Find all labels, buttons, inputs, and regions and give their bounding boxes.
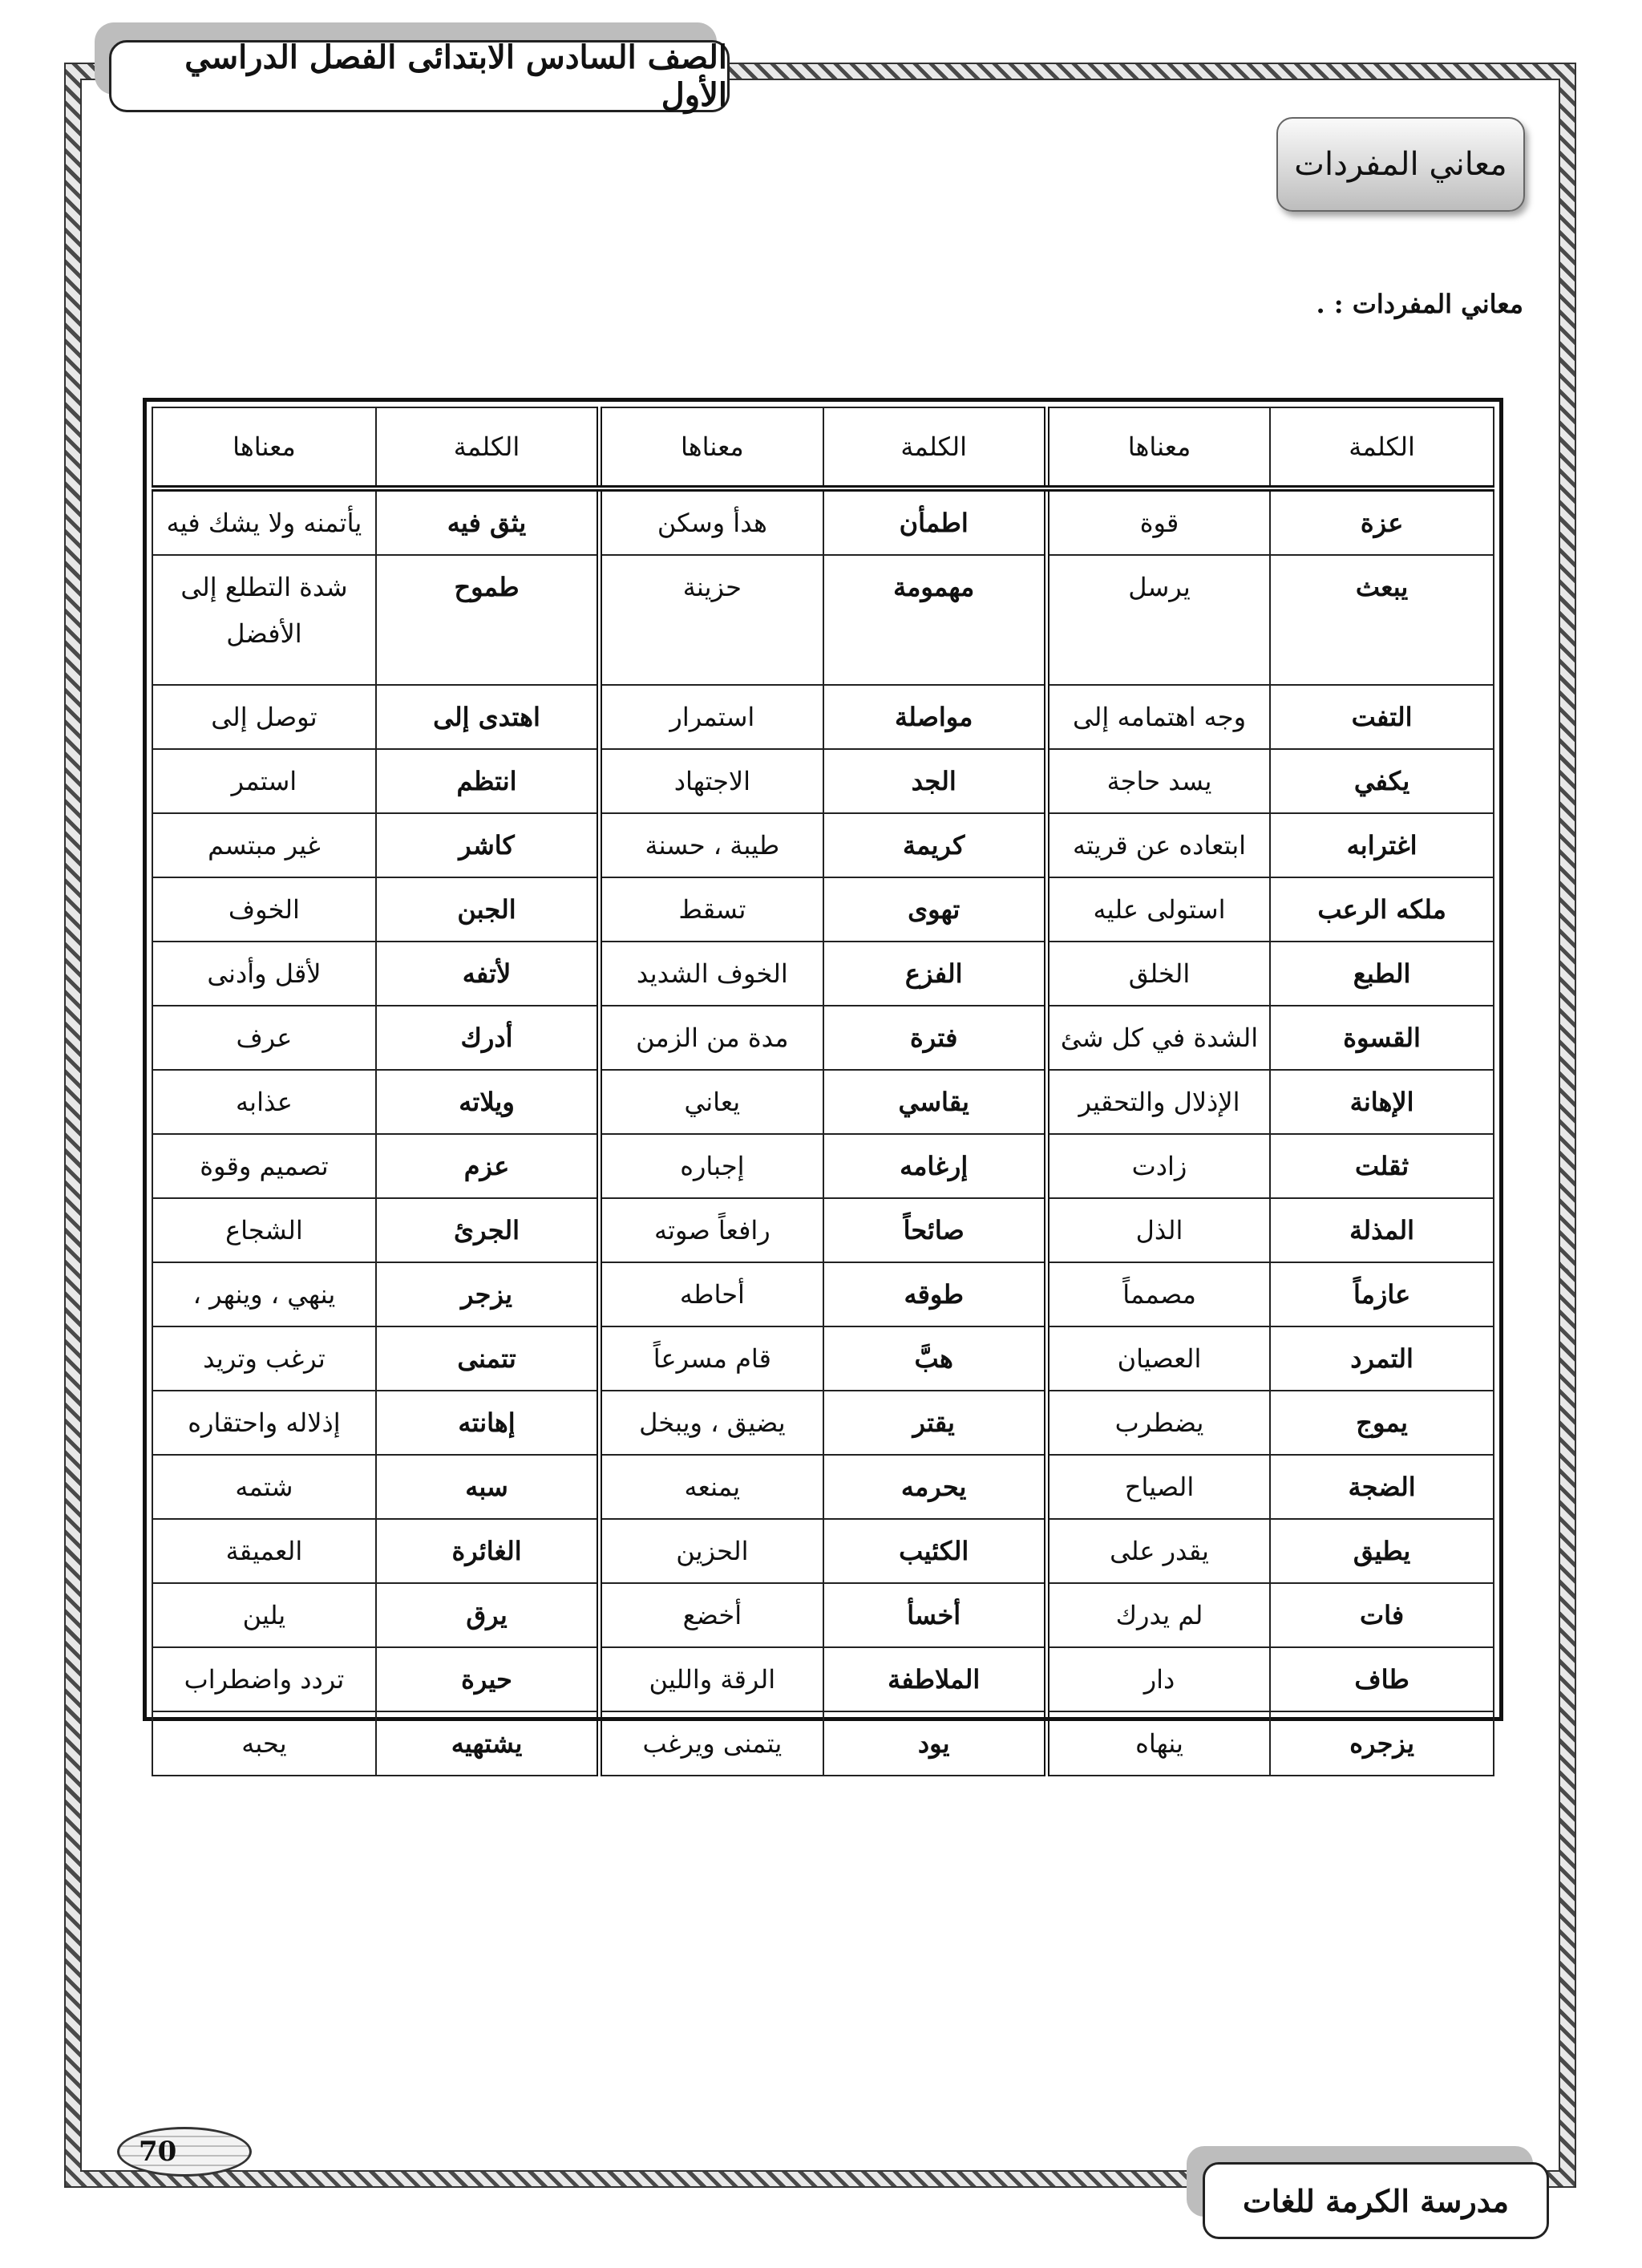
- vocab-word-cell: أخسأ: [823, 1583, 1047, 1647]
- vocab-meaning-cell: هدأ وسكن: [600, 488, 823, 555]
- table-row: [152, 1519, 1494, 1583]
- vocab-word-cell: ثقلت: [1270, 1134, 1494, 1198]
- vocab-word-cell: يقتر: [823, 1391, 1047, 1455]
- vocab-word-cell: كاشر: [376, 813, 600, 877]
- table-row: [152, 1455, 1494, 1519]
- vocab-meaning-cell: عذابه: [152, 1070, 376, 1134]
- column-header-word: الكلمة: [823, 407, 1047, 488]
- vocab-meaning-cell: ينهاه: [1046, 1711, 1270, 1776]
- vocab-meaning-cell: يعاني: [600, 1070, 823, 1134]
- vocab-word-cell: إرغامه: [823, 1134, 1047, 1198]
- vocab-meaning-cell: يضيق ، ويبخل: [600, 1391, 823, 1455]
- vocab-word-cell: أدرك: [376, 1006, 600, 1070]
- table-row: [152, 488, 1494, 555]
- vocab-word-cell: يحرمه: [823, 1455, 1047, 1519]
- page-number: 70: [117, 2127, 252, 2177]
- vocab-word-cell: اهتدى إلى: [376, 685, 600, 749]
- vocab-meaning-cell: شدة التطلع إلى الأفضل: [152, 555, 376, 685]
- vocab-word-cell: حيرة: [376, 1647, 600, 1711]
- vocab-word-cell: الغائرة: [376, 1519, 600, 1583]
- vocab-word-cell: يقاسي: [823, 1070, 1047, 1134]
- vocab-meaning-cell: مصمماً: [1046, 1262, 1270, 1326]
- vocab-word-cell: تتمنى: [376, 1326, 600, 1391]
- vocab-meaning-cell: يمنعه: [600, 1455, 823, 1519]
- vocab-word-cell: التمرد: [1270, 1326, 1494, 1391]
- vocab-word-cell: كريمة: [823, 813, 1047, 877]
- vocab-word-cell: الكئيب: [823, 1519, 1047, 1583]
- vocab-meaning-cell: ينهي ، وينهر ،: [152, 1262, 376, 1326]
- vocabulary-table-frame: [143, 398, 1503, 1759]
- vocab-meaning-cell: لأقل وأدنى: [152, 942, 376, 1006]
- vocab-meaning-cell: زادت: [1046, 1134, 1270, 1198]
- vocab-meaning-cell: يلين: [152, 1583, 376, 1647]
- vocab-word-cell: فترة: [823, 1006, 1047, 1070]
- vocab-meaning-cell: عرف: [152, 1006, 376, 1070]
- vocab-meaning-cell: توصل إلى: [152, 685, 376, 749]
- vocab-word-cell: سبه: [376, 1455, 600, 1519]
- vocab-meaning-cell: الإذلال والتحقير: [1046, 1070, 1270, 1134]
- vocab-meaning-cell: الخوف الشديد: [600, 942, 823, 1006]
- table-row: [152, 685, 1494, 749]
- vocab-meaning-cell: يتمنى ويرغب: [600, 1711, 823, 1776]
- table-row: [152, 1326, 1494, 1391]
- vocab-meaning-cell: يسد حاجة: [1046, 749, 1270, 813]
- vocab-meaning-cell: شتمه: [152, 1455, 376, 1519]
- vocab-word-cell: التفت: [1270, 685, 1494, 749]
- vocab-word-cell: يبعث: [1270, 555, 1494, 685]
- column-header-word: الكلمة: [376, 407, 600, 488]
- vocab-meaning-cell: إجباره: [600, 1134, 823, 1198]
- vocab-word-cell: الجد: [823, 749, 1047, 813]
- vocab-word-cell: اغترابه: [1270, 813, 1494, 877]
- vocab-meaning-cell: يرسل: [1046, 555, 1270, 685]
- vocab-word-cell: انتظم: [376, 749, 600, 813]
- section-title-button[interactable]: معاني المفردات: [1276, 117, 1525, 212]
- table-row: [152, 1198, 1494, 1262]
- vocab-word-cell: مواصلة: [823, 685, 1047, 749]
- vocab-meaning-cell: رافعاً صوته: [600, 1198, 823, 1262]
- vocab-word-cell: ملكه الرعب: [1270, 877, 1494, 942]
- vocab-meaning-cell: تردد واضطراب: [152, 1647, 376, 1711]
- vocab-word-cell: يزجره: [1270, 1711, 1494, 1776]
- vocab-word-cell: لأتفه: [376, 942, 600, 1006]
- table-row: [152, 1711, 1494, 1776]
- table-row: [152, 1583, 1494, 1647]
- vocab-word-cell: تهوى: [823, 877, 1047, 942]
- vocabulary-table: [152, 407, 1494, 1776]
- vocab-meaning-cell: غير مبتسم: [152, 813, 376, 877]
- table-row: [152, 942, 1494, 1006]
- vocab-meaning-cell: الشدة في كل شئ: [1046, 1006, 1270, 1070]
- section-subheading: معاني المفردات : .: [1316, 289, 1523, 319]
- vocab-word-cell: القسوة: [1270, 1006, 1494, 1070]
- vocab-meaning-cell: استولى عليه: [1046, 877, 1270, 942]
- vocab-meaning-cell: الشجاع: [152, 1198, 376, 1262]
- vocab-word-cell: إهانته: [376, 1391, 600, 1455]
- vocab-word-cell: الإهانة: [1270, 1070, 1494, 1134]
- table-row: [152, 555, 1494, 685]
- vocab-word-cell: مهمومة: [823, 555, 1047, 685]
- vocab-word-cell: ويلاته: [376, 1070, 600, 1134]
- vocab-meaning-cell: الرقة واللين: [600, 1647, 823, 1711]
- vocab-meaning-cell: الاجتهاد: [600, 749, 823, 813]
- table-row: [152, 1391, 1494, 1455]
- vocab-word-cell: يطيق: [1270, 1519, 1494, 1583]
- vocab-word-cell: طاف: [1270, 1647, 1494, 1711]
- column-header-word: الكلمة: [1270, 407, 1494, 488]
- vocab-word-cell: عزم: [376, 1134, 600, 1198]
- vocab-meaning-cell: إذلاله واحتقاره: [152, 1391, 376, 1455]
- vocab-meaning-cell: ترغب وتريد: [152, 1326, 376, 1391]
- table-body: [152, 488, 1494, 1776]
- table-row: [152, 813, 1494, 877]
- vocab-meaning-cell: يضطرب: [1046, 1391, 1270, 1455]
- vocab-meaning-cell: تسقط: [600, 877, 823, 942]
- vocab-word-cell: يود: [823, 1711, 1047, 1776]
- table-row: [152, 1262, 1494, 1326]
- vocab-meaning-cell: استمرار: [600, 685, 823, 749]
- vocab-word-cell: الفزع: [823, 942, 1047, 1006]
- vocab-word-cell: الطبع: [1270, 942, 1494, 1006]
- vocab-meaning-cell: يحبه: [152, 1711, 376, 1776]
- vocab-word-cell: عازماً: [1270, 1262, 1494, 1326]
- school-name: مدرسة الكرمة للغات: [1203, 2162, 1549, 2239]
- vocab-word-cell: صائحاً: [823, 1198, 1047, 1262]
- vocab-meaning-cell: العميقة: [152, 1519, 376, 1583]
- vocab-word-cell: يزجر: [376, 1262, 600, 1326]
- column-header-meaning: معناها: [600, 407, 823, 488]
- vocab-word-cell: الجبن: [376, 877, 600, 942]
- vocab-meaning-cell: حزينة: [600, 555, 823, 685]
- vocab-meaning-cell: الحزين: [600, 1519, 823, 1583]
- vocab-meaning-cell: مدة من الزمن: [600, 1006, 823, 1070]
- column-header-meaning: معناها: [152, 407, 376, 488]
- vocab-word-cell: الضجة: [1270, 1455, 1494, 1519]
- table-row: [152, 1006, 1494, 1070]
- vocab-meaning-cell: الذل: [1046, 1198, 1270, 1262]
- vocab-meaning-cell: طيبة ، حسنة: [600, 813, 823, 877]
- table-row: [152, 1134, 1494, 1198]
- table-header-row: [152, 407, 1494, 488]
- vocab-word-cell: اطمأن: [823, 488, 1047, 555]
- vocab-word-cell: يموج: [1270, 1391, 1494, 1455]
- vocab-meaning-cell: ابتعاده عن قريته: [1046, 813, 1270, 877]
- vocab-meaning-cell: تصميم وقوة: [152, 1134, 376, 1198]
- table-row: [152, 877, 1494, 942]
- vocab-meaning-cell: الخوف: [152, 877, 376, 942]
- vocab-word-cell: هبَّ: [823, 1326, 1047, 1391]
- page-title: الصف السادس الابتدائى الفصل الدراسي الأول: [109, 40, 730, 112]
- column-header-meaning: معناها: [1046, 407, 1270, 488]
- table-row: [152, 1647, 1494, 1711]
- vocab-meaning-cell: استمر: [152, 749, 376, 813]
- vocab-meaning-cell: يأتمنه ولا يشك فيه: [152, 488, 376, 555]
- vocab-meaning-cell: وجه اهتمامه إلى: [1046, 685, 1270, 749]
- vocab-word-cell: عزة: [1270, 488, 1494, 555]
- vocab-word-cell: الملاطفة: [823, 1647, 1047, 1711]
- vocab-word-cell: فات: [1270, 1583, 1494, 1647]
- vocab-meaning-cell: يقدر على: [1046, 1519, 1270, 1583]
- vocab-word-cell: يثق فيه: [376, 488, 600, 555]
- table-row: [152, 749, 1494, 813]
- vocab-meaning-cell: قام مسرعاً: [600, 1326, 823, 1391]
- vocab-meaning-cell: أحاطه: [600, 1262, 823, 1326]
- vocab-meaning-cell: أخضع: [600, 1583, 823, 1647]
- vocab-meaning-cell: لم يدرك: [1046, 1583, 1270, 1647]
- vocab-meaning-cell: قوة: [1046, 488, 1270, 555]
- vocab-word-cell: يكفي: [1270, 749, 1494, 813]
- vocab-meaning-cell: العصيان: [1046, 1326, 1270, 1391]
- table-row: [152, 1070, 1494, 1134]
- vocab-meaning-cell: الصياح: [1046, 1455, 1270, 1519]
- vocab-meaning-cell: الخلق: [1046, 942, 1270, 1006]
- vocab-meaning-cell: دار: [1046, 1647, 1270, 1711]
- vocab-word-cell: يرق: [376, 1583, 600, 1647]
- vocab-word-cell: طموح: [376, 555, 600, 685]
- vocab-word-cell: يشتهيه: [376, 1711, 600, 1776]
- vocab-word-cell: الجرئ: [376, 1198, 600, 1262]
- vocab-word-cell: المذلة: [1270, 1198, 1494, 1262]
- vocab-word-cell: طوقه: [823, 1262, 1047, 1326]
